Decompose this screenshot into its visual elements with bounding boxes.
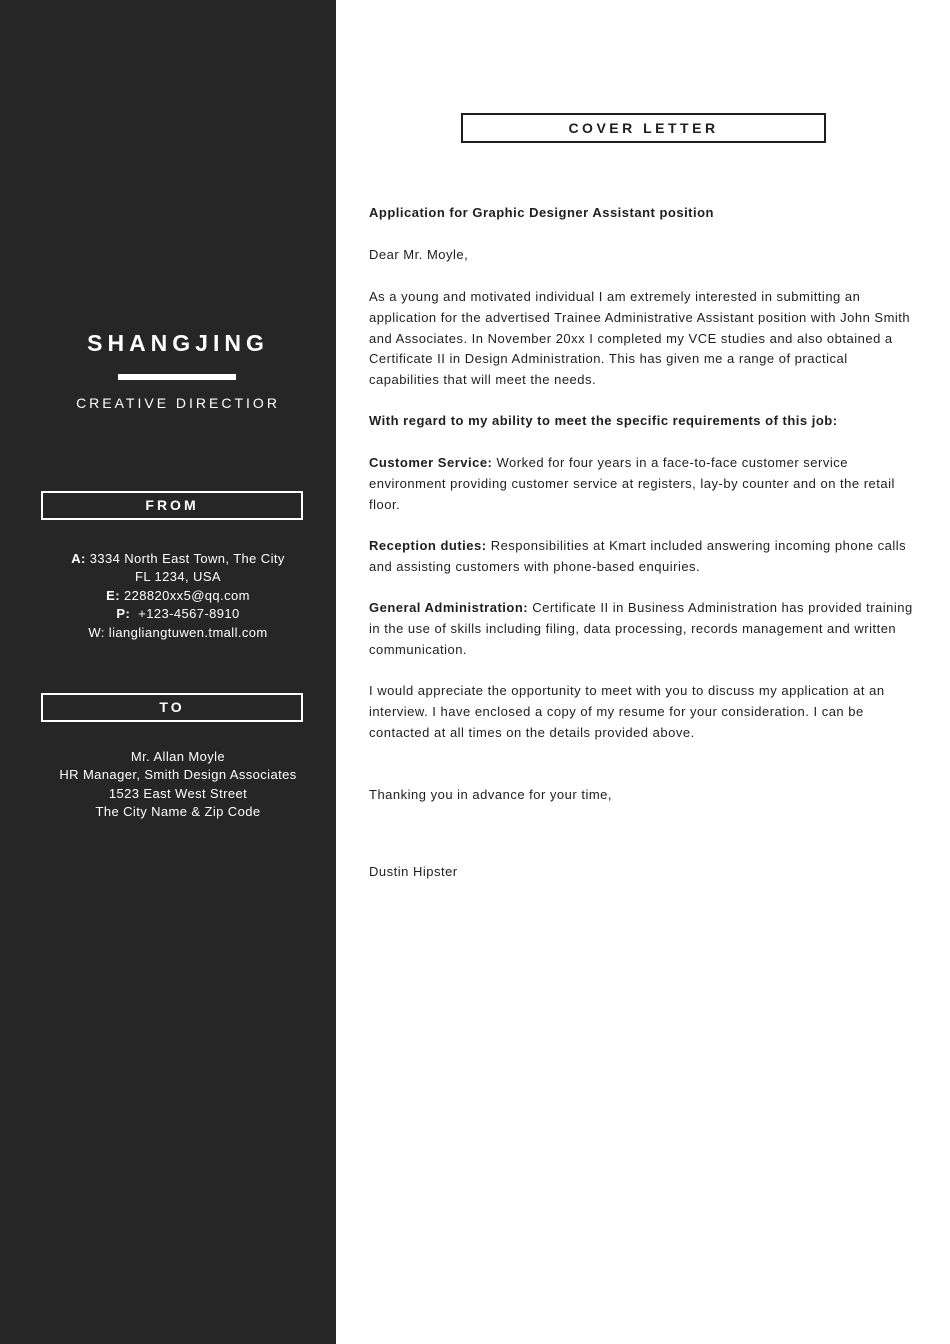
applicant-name: SHANGJING [87,330,269,356]
applicant-role: CREATIVE DIRECTIOR [76,395,280,411]
from-heading: FROM [41,491,303,520]
from-phone-line [0,605,356,623]
email-label: E: [106,587,120,603]
letter-salutation: Dear Mr. Moyle, [369,247,469,262]
from-email-line [0,587,356,605]
sidebar [0,0,336,1344]
customer-service-text: Worked for four years in a face-to-face customer service environment providing customer service at registers, lay-by counter and on the retail floor. [369,455,895,512]
admin-paragraph [369,598,914,660]
recipient-city: The City Name & Zip Code [95,804,261,820]
to-contact-block [0,748,356,822]
phone-text: +123-4567-8910 [138,606,240,622]
letter-signature: Dustin Hipster [369,864,458,879]
cover-letter-heading: COVER LETTER [461,113,826,143]
from-web-line: W: liangliangtuwen.tmall.com [88,624,268,640]
from-contact-block [0,550,356,642]
letter-panel [336,0,950,1344]
name-divider [118,374,236,380]
admin-label: General Administration: [369,600,529,615]
from-address-line1 [0,550,356,568]
email-text: 228820xx5@qq.com [123,587,250,603]
customer-service-paragraph [369,453,914,515]
recipient-title: HR Manager, Smith Design Associates [59,767,297,783]
reception-label: Reception duties: [369,538,487,553]
phone-label: P: [116,606,131,622]
reception-text: Responsibilities at Kmart included answering incoming phone calls and assisting customers with phone-based enquiries. [369,538,907,574]
admin-text: Certificate II in Business Administration has provided training in the use of skills including filing, data processing, records management and written communication. [369,600,913,657]
address-label: A: [71,551,86,566]
requirements-heading: With regard to my ability to meet the specific requirements of this job: [369,413,838,428]
letter-subject: Application for Graphic Designer Assistant position [369,205,715,220]
customer-service-label: Customer Service: [369,455,493,470]
letter-intro: As a young and motivated individual I am extremely interested in submitting an application for the advertised Trainee Administrative Assistant position with John Smith and Associates. In November 20xx I completed my VCE studies and also obtained a Certificate II in Design Administration. This has given me a range of practical capabilities that will meet the needs. [369,289,911,388]
address-text: 3334 North East Town, The City [89,551,285,566]
closing-paragraph: I would appreciate the opportunity to meet with you to discuss my application at an interview. I have enclosed a copy of my resume for your consideration. I can be contacted at all times on the details provided above. [369,683,885,740]
recipient-name: Mr. Allan Moyle [130,749,226,764]
letter-thanks: Thanking you in advance for your time, [369,787,613,802]
to-heading: TO [41,693,303,722]
from-address-line2: FL 1234, USA [135,569,221,585]
reception-paragraph [369,536,914,578]
recipient-street: 1523 East West Street [108,785,248,801]
